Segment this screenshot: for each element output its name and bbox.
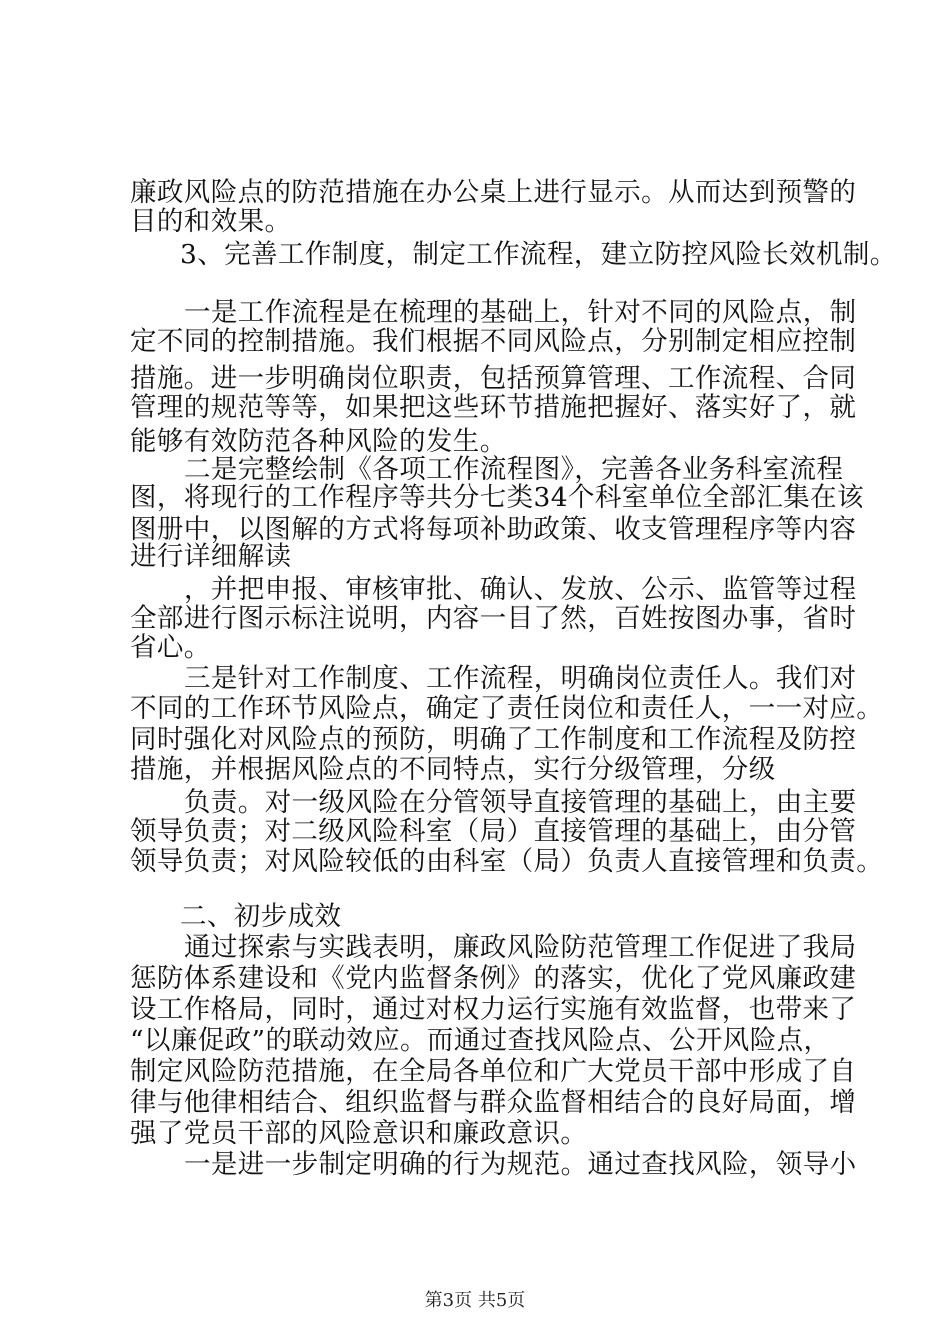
text-line: 三是针对工作制度、工作流程，明确岗位责任人。我们对 [184, 663, 857, 694]
text-line: 全部进行图示标注说明，内容一目了然，百姓按图办事，省时 [130, 603, 857, 634]
text-line: 领导负责；对二级风险科室（局）直接管理的基础上，由分管 [130, 816, 857, 847]
text-line: 领导负责；对风险较低的由科室（局）负责人直接管理和负责。 [130, 846, 884, 877]
text-line: 同时强化对风险点的预防，明确了工作制度和工作流程及防控 [130, 724, 857, 755]
section-heading: 3、完善工作制度，制定工作流程，建立防控风险长效机制。 [180, 239, 897, 270]
text-line: 惩防体系建设和《党内监督条例》的落实，优化了党风廉政建 [130, 963, 857, 994]
text-line: 省心。 [130, 632, 211, 663]
text-line: 图册中，以图解的方式将每项补助政策、收支管理程序等内容 [130, 514, 857, 545]
text-line: 措施。进一步明确岗位职责，包括预算管理、工作流程、合同 [130, 363, 857, 394]
text-line: 一是进一步制定明确的行为规范。通过查找风险，领导小 [184, 1149, 857, 1180]
text-line: 律与他律相结合、组织监督与群众监督相结合的良好局面，增 [130, 1087, 857, 1118]
text-line: 措施，并根据风险点的不同特点，实行分级管理，分级 [130, 754, 776, 785]
text-line: 定不同的控制措施。我们根据不同风险点，分别制定相应控制 [130, 326, 857, 357]
text-line: “以廉促政”的联动效应。而通过查找风险点、公开风险点， [130, 1025, 831, 1056]
text-line: 通过探索与实践表明，廉政风险防范管理工作促进了我局 [184, 932, 857, 963]
text-line: 强了党员干部的风险意识和廉政意识。 [130, 1118, 588, 1149]
text-line: 能够有效防范各种风险的发生。 [130, 426, 507, 457]
text-line: 图，将现行的工作程序等共分七类34个科室单位全部汇集在该 [130, 482, 864, 513]
page-number-footer: 第3页 共5页 [424, 1290, 526, 1311]
text-line: 管理的规范等等，如果把这些环节措施把握好、落实好了，就 [130, 392, 857, 423]
text-line: 设工作格局，同时，通过对权力运行实施有效监督，也带来了 [130, 994, 857, 1025]
text-line: 一是工作流程是在梳理的基础上，针对不同的风险点，制 [184, 297, 857, 328]
text-line: 进行详细解读 [130, 541, 292, 572]
text-line: 目的和效果。 [130, 206, 292, 237]
text-line: 不同的工作环节风险点，确定了责任岗位和责任人，一一对应。 [130, 693, 884, 724]
text-line: ，并把申报、审核审批、确认、发放、公示、监管等过程 [184, 574, 857, 605]
section-heading: 二、初步成效 [180, 901, 342, 932]
text-line: 负责。对一级风险在分管领导直接管理的基础上，由主要 [184, 787, 857, 818]
text-line: 二是完整绘制《各项工作流程图》，完善各业务科室流程 [184, 454, 844, 485]
text-line: 制定风险防范措施，在全局各单位和广大党员干部中形成了自 [130, 1056, 857, 1087]
text-line: 廉政风险点的防范措施在办公桌上进行显示。从而达到预警的 [130, 177, 857, 208]
